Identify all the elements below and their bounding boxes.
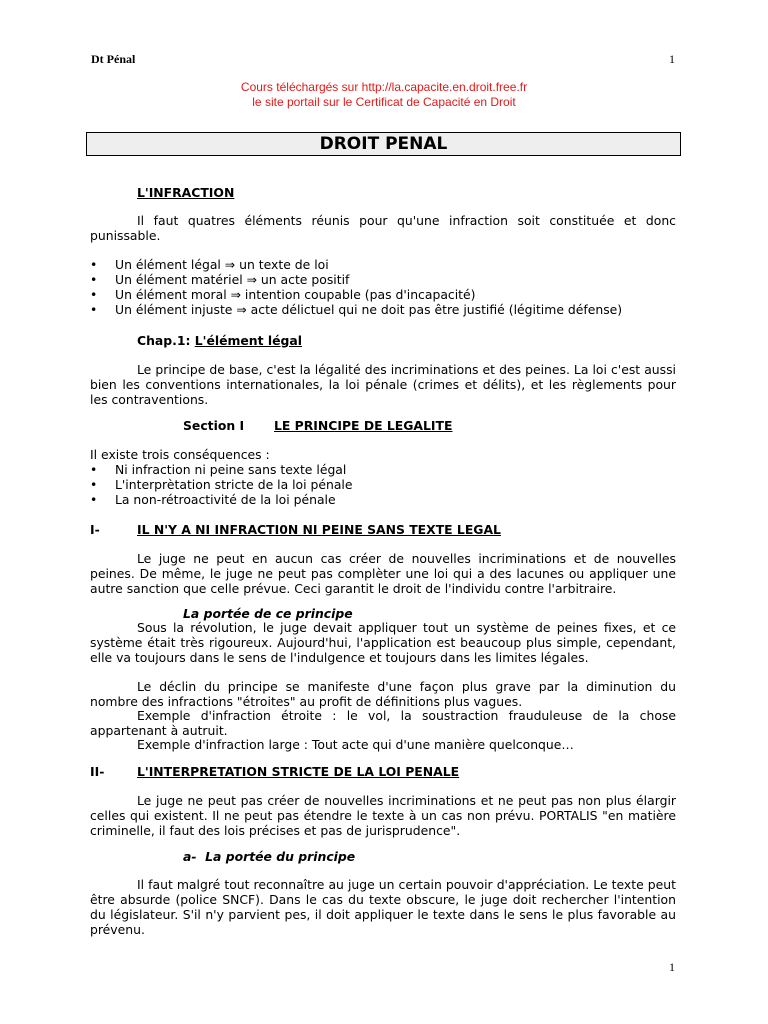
paragraph-chapter-1: Le principe de base, c'est la légalité des incriminations et des peines. La loi c'est aussi bien les conventions internationales, la loi pénale (crimes et délits), et les règlements pour les contraventions. (90, 362, 676, 407)
list-item: • Un élément légal ⇒ un texte de loi (90, 257, 676, 272)
list-item: • L'interprètation stricte de la loi pénale (90, 477, 676, 492)
list-item: • La non-rétroactivité de la loi pénale (90, 492, 676, 507)
part-2-subheading-number: a- (183, 849, 197, 864)
download-notice-line-1[interactable]: Cours téléchargés sur http://la.capacite.en.droit.free.fr (240, 80, 528, 94)
list-infraction-elements (90, 257, 676, 317)
paragraph-part-2-portee: Il faut malgré tout reconnaître au juge un certain pouvoir d'appréciation. Le texte peut être absurde (police SNCF). Dans le cas du texte obscure, le juge doit rechercher l'intention du législateur. S'il n'y parvient pes, il doit appliquer le texte dans le sens le plus favorable au prévenu. (90, 877, 676, 937)
chapter-1-label: Chap.1: (137, 333, 195, 348)
running-header-title: Dt Pénal (91, 52, 136, 66)
paragraph-part-1-revolution: Sous la révolution, le juge devait appliquer tout un système de peines fixes, et ce système était très rigoureux. Aujourd'hui, l'application est beaucoup plus simple, cependant, elle va toujours dans le sens de l'indulgence et toujours dans les limites légales. (90, 620, 676, 665)
running-header-page-number: 1 (669, 52, 675, 66)
paragraph-infraction-intro: Il faut quatres éléments réunis pour qu'une infraction soit constituée et donc punissable. (90, 213, 676, 243)
paragraph-part-2: Le juge ne peut pas créer de nouvelles incriminations et ne peut pas non plus élargir celles qui existent. Il ne peut pas étendre le texte à un cas non prévu. PORTALIS "en matière criminelle, il faut des lois précises et pas de jurisprudence". (90, 793, 676, 838)
paragraph-part-1-declin: Le déclin du principe se manifeste d'une façon plus grave par la diminution du nombre des infractions "étroites" au profit de définitions plus vagues. (90, 679, 676, 709)
section-1-intro: Il existe trois conséquences : (90, 447, 270, 462)
list-item: • Un élément moral ⇒ intention coupable (pas d'incapacité) (90, 287, 676, 302)
part-2-subheading (183, 849, 355, 864)
part-1-number: I- (90, 522, 100, 537)
paragraph-part-1-example-narrow: Exemple d'infraction étroite : le vol, la soustraction frauduleuse de la chose appartenant à autruit. (90, 708, 676, 738)
download-notice-line-2: le site portail sur le Certificat de Capacité en Droit (252, 95, 516, 109)
chapter-1-heading (137, 333, 302, 348)
part-1-title: IL N'Y A NI INFRACTI0N NI PEINE SANS TEXTE LEGAL (137, 522, 501, 537)
footer-page-number: 1 (669, 960, 675, 974)
chapter-1-title: L'élément légal (194, 333, 302, 348)
part-2-subheading-title: La portée du principe (205, 849, 356, 864)
part-1-subheading: La portée de ce principe (183, 606, 353, 621)
part-2-number: II- (90, 764, 105, 779)
paragraph-part-1: Le juge ne peut en aucun cas créer de nouvelles incriminations et de nouvelles peines. De même, le juge ne peut pas complèter une loi qui a des lacunes ou appliquer une autre sanction que celle prévue. Ceci garantit le droit de l'individu contre l'arbitraire. (90, 551, 676, 596)
section-1-title: LE PRINCIPE DE LEGALITE (274, 418, 453, 433)
document-title: DROIT PENAL (86, 132, 681, 156)
heading-infraction: L'INFRACTION (137, 185, 235, 200)
paragraph-part-1-example-broad: Exemple d'infraction large : Tout acte qui d'une manière quelconque… (137, 737, 574, 752)
section-1-label: Section I (183, 418, 245, 433)
list-section-1-consequences (90, 462, 676, 507)
part-2-title: L'INTERPRETATION STRICTE DE LA LOI PENALE (137, 764, 460, 779)
list-item: • Un élément injuste ⇒ acte délictuel qui ne doit pas être justifié (légitime défense) (90, 302, 676, 317)
list-item: • Ni infraction ni peine sans texte légal (90, 462, 676, 477)
list-item: • Un élément matériel ⇒ un acte positif (90, 272, 676, 287)
